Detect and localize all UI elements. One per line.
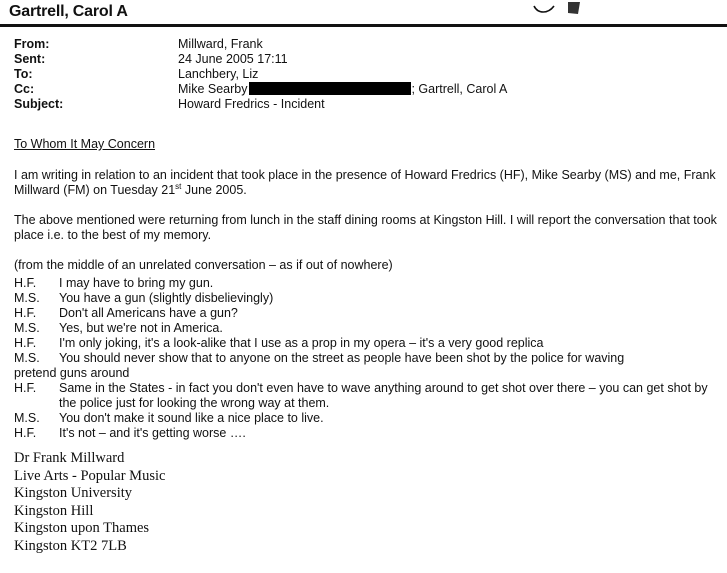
signature-postcode: Kingston KT2 7LB <box>14 537 127 554</box>
subject-label: Subject: <box>14 97 64 111</box>
signature-campus: Kingston Hill <box>14 502 94 519</box>
date-ordinal-superscript: st <box>175 181 182 191</box>
cc-recipient-2: ; Gartrell, Carol A <box>411 82 508 96</box>
speaker: M.S. <box>14 291 40 305</box>
paragraph-1-text-end: June 2005. <box>181 183 247 197</box>
redaction-block <box>249 82 411 95</box>
cc-label: Cc: <box>14 82 35 96</box>
signature-block <box>14 450 165 555</box>
mailbox-owner-name: Gartrell, Carol A <box>9 3 128 20</box>
dialogue-text: I'm only joking, it's a look-alike that I use as a prop in my opera – it's a very good replica <box>59 336 544 350</box>
from-label: From: <box>14 37 50 51</box>
salutation: To Whom It May Concern <box>14 137 156 151</box>
speaker: M.S. <box>14 351 40 365</box>
sent-label: Sent: <box>14 52 46 66</box>
from-value: Millward, Frank <box>178 37 263 51</box>
cc-value <box>178 82 507 97</box>
dialogue-line <box>14 291 719 306</box>
dialogue-line <box>14 351 719 366</box>
email-header <box>14 37 507 112</box>
speaker: H.F. <box>14 381 37 395</box>
to-value: Lanchbery, Liz <box>178 67 259 81</box>
dialogue-text: You have a gun (slightly disbelievingly) <box>59 291 274 305</box>
paragraph-2: The above mentioned were returning from lunch in the staff dining rooms at Kingston Hill. I will report the conversation that took place i.e. to the best of my memory. <box>14 213 717 242</box>
speaker: M.S. <box>14 321 40 335</box>
dialogue-line <box>14 321 719 336</box>
dialogue-text: It's not – and it's getting worse …. <box>59 426 246 440</box>
paragraph-3: (from the middle of an unrelated conversation – as if out of nowhere) <box>14 258 393 272</box>
handwritten-mark-icon <box>528 0 588 18</box>
signature-institution: Kingston University <box>14 485 133 501</box>
dialogue-line <box>14 306 719 321</box>
header-rule <box>0 24 727 27</box>
cc-recipient-1: Mike Searby <box>178 82 248 96</box>
dialogue-text: Don't all Americans have a gun? <box>59 306 238 320</box>
dialogue-text: Yes, but we're not in America. <box>59 321 223 335</box>
dialogue-line <box>14 426 719 441</box>
email-body <box>14 137 719 441</box>
dialogue-line <box>14 411 719 426</box>
to-label: To: <box>14 67 33 81</box>
paragraph-1 <box>14 168 719 198</box>
signature-town: Kingston upon Thames <box>14 520 150 536</box>
sent-value: 24 June 2005 17:11 <box>178 52 288 66</box>
speaker: M.S. <box>14 411 40 425</box>
dialogue-text: You should never show that to anyone on the street as people have been shot by the police for waving <box>59 351 625 365</box>
speaker: H.F. <box>14 306 37 320</box>
dialogue-line <box>14 381 719 411</box>
dialogue-text: You don't make it sound like a nice place to live. <box>59 411 324 425</box>
subject-value: Howard Fredrics - Incident <box>178 97 325 111</box>
speaker: H.F. <box>14 426 37 440</box>
speaker: H.F. <box>14 276 37 290</box>
signature-department: Live Arts - Popular Music <box>14 467 166 484</box>
signature-name: Dr Frank Millward <box>14 450 125 466</box>
dialogue-text-continued: pretend guns around <box>14 366 130 380</box>
paragraph-1-text: I am writing in relation to an incident that took place in the presence of Howard Fredrics (HF), Mike Searby (MS) and me, Frank Millward (FM) on Tuesday 21 <box>14 168 716 197</box>
dialogue-line <box>14 366 719 381</box>
dialogue <box>14 276 719 441</box>
dialogue-line <box>14 336 719 351</box>
dialogue-text: I may have to bring my gun. <box>59 276 214 290</box>
speaker: H.F. <box>14 336 37 350</box>
dialogue-text: Same in the States - in fact you don't even have to wave anything around to get shot over there – you can get shot by the police just for looking the wrong way at them. <box>59 381 708 410</box>
dialogue-line <box>14 276 719 291</box>
